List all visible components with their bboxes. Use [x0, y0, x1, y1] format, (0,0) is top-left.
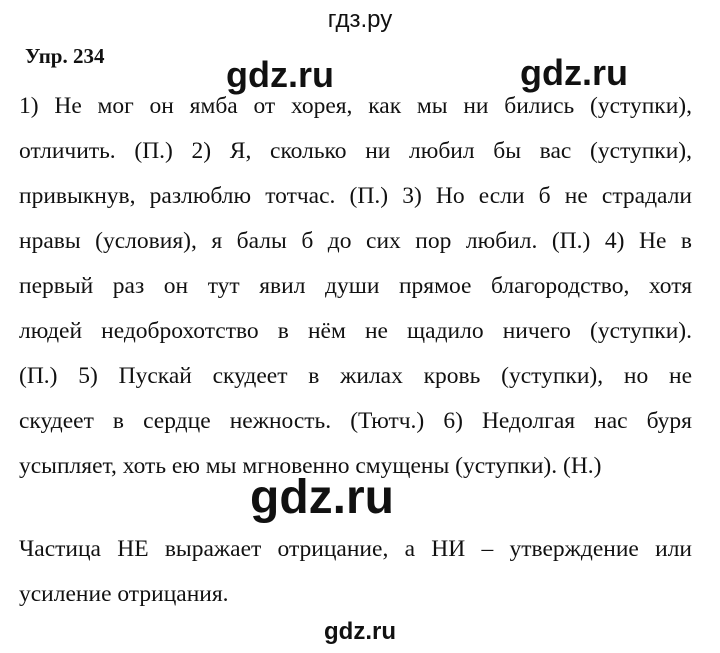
answer-line: первый раз он тут явил души прямое благородство, хотя	[19, 273, 692, 299]
answer-line: усыпляет, хоть ею мы мгновенно смущены (уступки). (Н.)	[19, 453, 602, 479]
answer-line: нравы (условия), я балы б до сих пор любил. (П.) 4) Не в	[19, 228, 692, 254]
watermark: gdz.ru	[226, 54, 334, 95]
rule-note	[19, 529, 692, 619]
answer-line: людей недоброхотство в нём не щадило ничего (уступки).	[19, 318, 692, 344]
answer-line: отличить. (П.) 2) Я, сколько ни любил бы вас (уступки),	[19, 138, 692, 164]
note-line: Частица НЕ выражает отрицание, а НИ – утверждение или	[19, 536, 692, 562]
exercise-title: Упр. 234	[25, 44, 105, 68]
watermark: gdz.ru	[250, 471, 394, 524]
answer-line: скудеет в сердце нежность. (Тютч.) 6) Недолгая нас буря	[19, 408, 692, 434]
answer-text	[19, 86, 692, 491]
answer-line: (П.) 5) Пускай скудеет в жилах кровь (уступки), но не	[19, 363, 692, 389]
answer-line: 1) Не мог он ямба от хорея, как мы ни бились (уступки),	[19, 93, 692, 119]
watermark: gdz.ru	[324, 618, 396, 645]
site-header: гдз.ру	[327, 6, 393, 33]
watermark: gdz.ru	[520, 52, 628, 93]
note-line: усиление отрицания.	[19, 581, 229, 607]
answer-line: привыкнув, разлюблю тотчас. (П.) 3) Но если б не страдали	[19, 183, 692, 209]
